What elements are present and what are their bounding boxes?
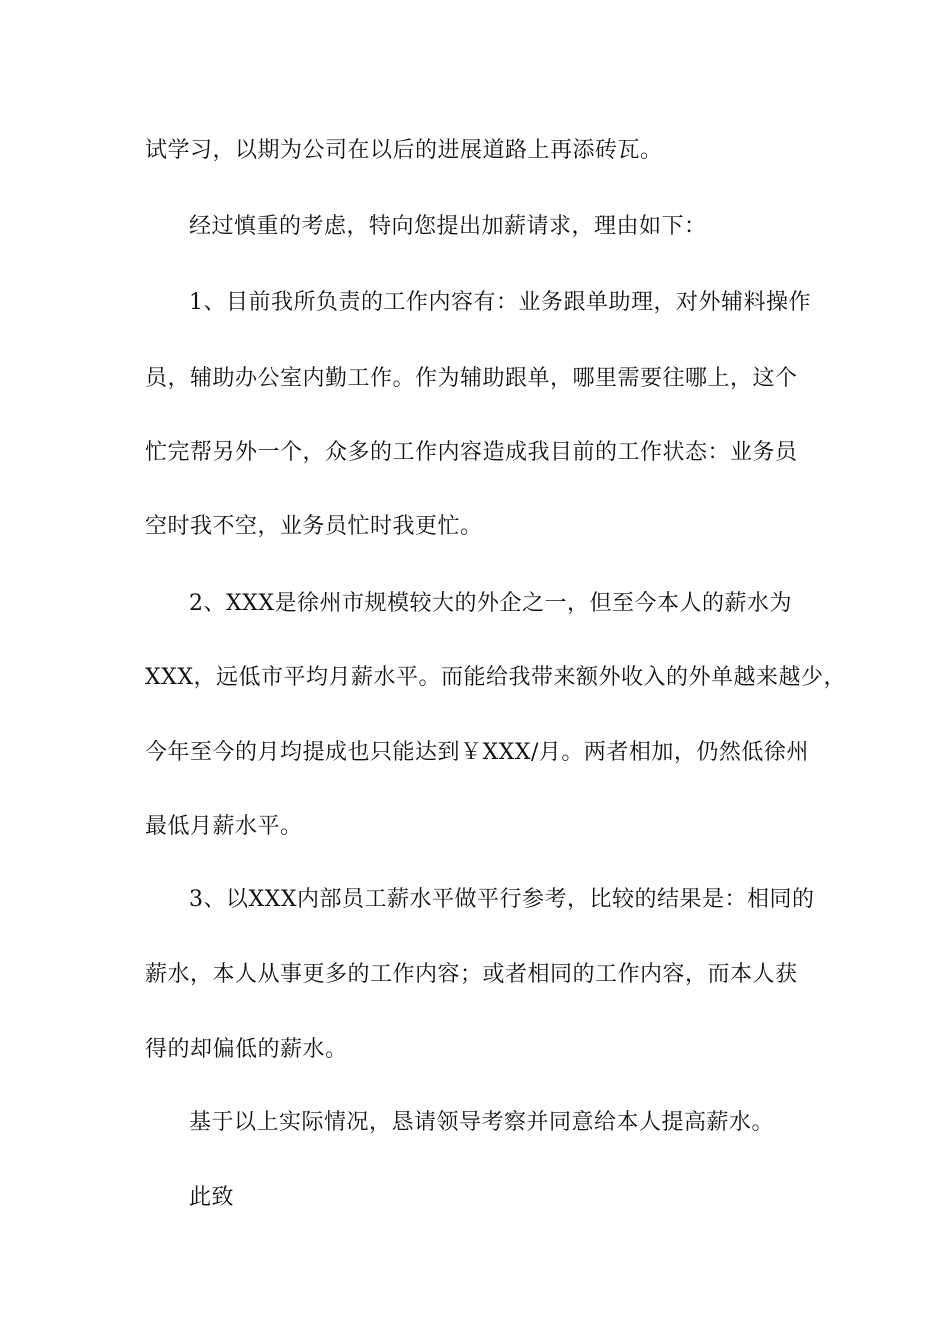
text-line: 员，辅助办公室内勤工作。作为辅助跟单，哪里需要往哪上，这个 — [145, 366, 798, 391]
text-line: 3、以XXX内部员工薪水平做平行参考，比较的结果是：相同的 — [189, 887, 815, 912]
text-line: 薪水，本人从事更多的工作内容；或者相同的工作内容，而本人获 — [145, 962, 798, 987]
text-line: 今年至今的月均提成也只能达到￥XXX/月。两者相加，仍然低徐州 — [145, 740, 809, 765]
text-line: 试学习，以期为公司在以后的进展道路上再添砖瓦。 — [145, 138, 663, 163]
text-line: 得的却偏低的薪水。 — [145, 1037, 348, 1062]
text-line: 基于以上实际情况，恳请领导考察并同意给本人提高薪水。 — [189, 1110, 775, 1135]
text-line: 1、目前我所负责的工作内容有：业务跟单助理，对外辅料操作 — [189, 290, 811, 315]
text-line: 2、XXX是徐州市规模较大的外企之一，但至今本人的薪水为 — [189, 591, 792, 616]
text-line: 此致 — [189, 1185, 235, 1210]
text-line: XXX，远低市平均月薪水平。而能给我带来额外收入的外单越来越少， — [145, 665, 846, 690]
text-line: 经过慎重的考虑，特向您提出加薪请求，理由如下： — [189, 214, 707, 239]
text-line: 空时我不空，业务员忙时我更忙。 — [145, 514, 483, 539]
text-line: 最低月薪水平。 — [145, 814, 303, 839]
text-line: 忙完帮另外一个，众多的工作内容造成我目前的工作状态：业务员 — [145, 440, 798, 465]
